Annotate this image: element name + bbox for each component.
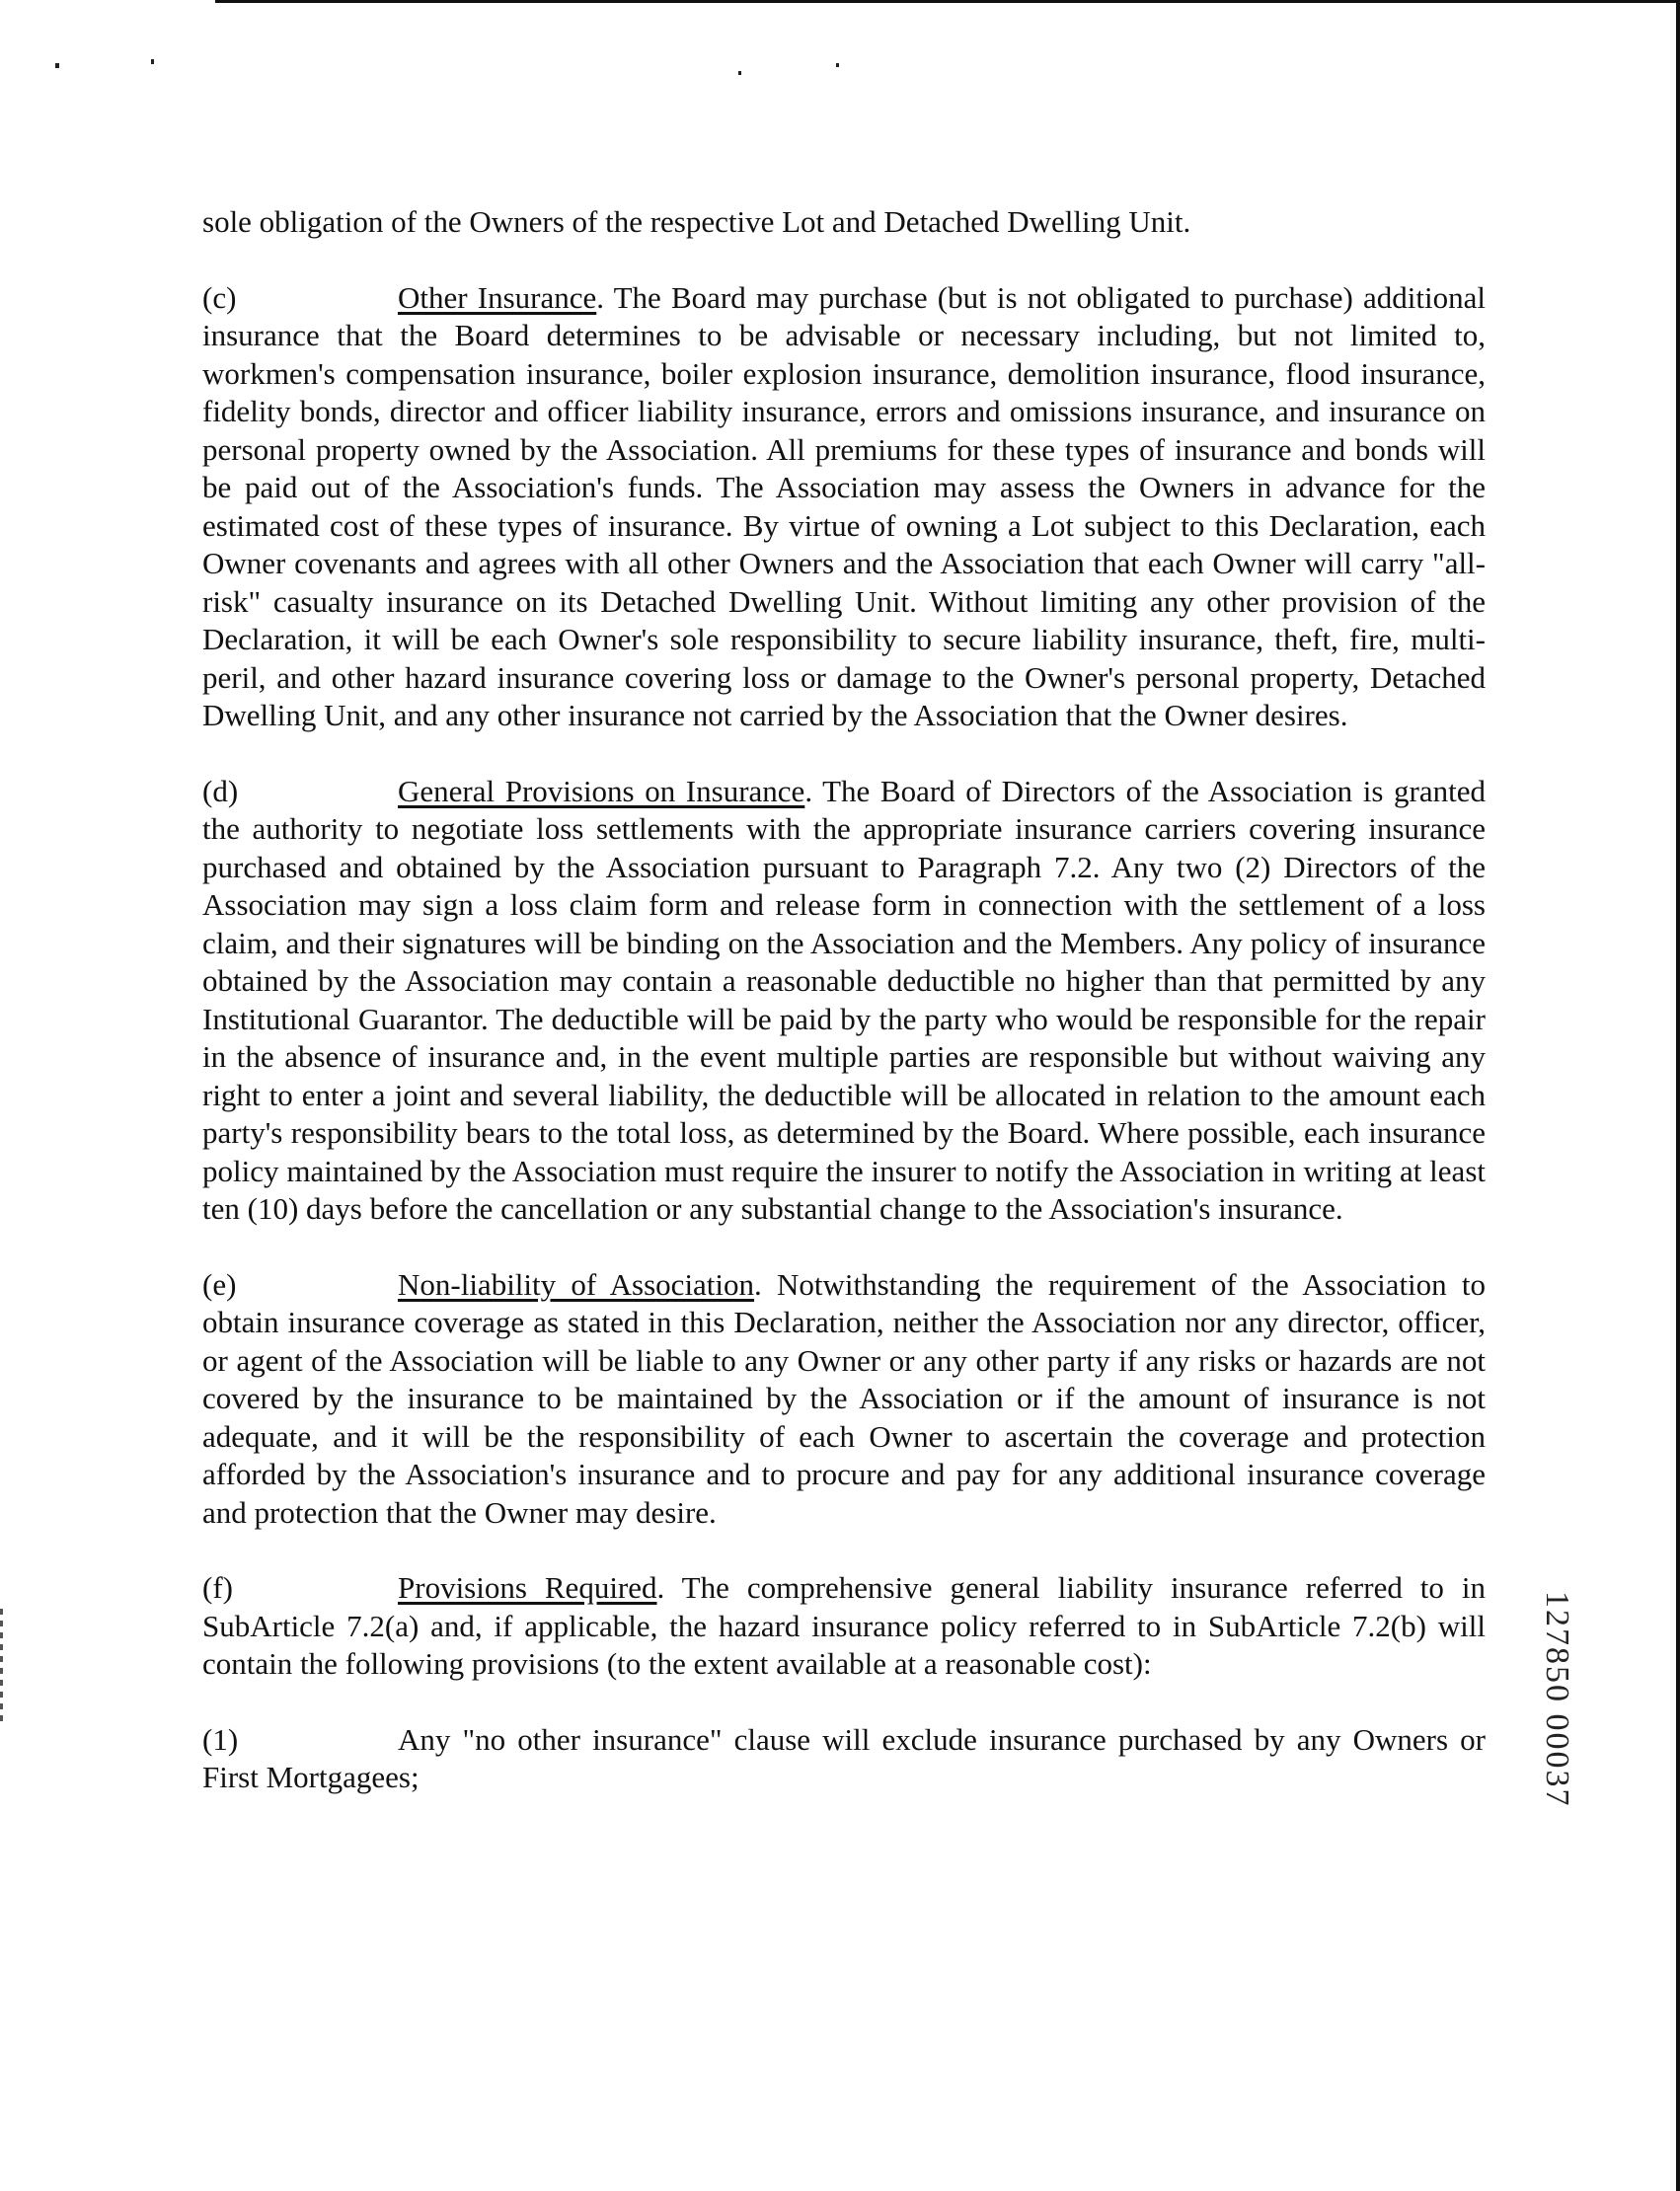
scan-speck	[55, 63, 59, 68]
scan-speck	[738, 71, 741, 75]
section-f	[202, 1569, 1486, 1684]
section-body: . Notwithstanding the requirement of the Association to obtain insurance coverage as stated in this Declaration, neither the Association nor any director, officer, or agent of the Association will be liable to any Owner or any other party if any risks or hazards are not covered by the insurance to be maintained by the Association or if the amount of insurance is not adequate, and it will be the responsibility of each Owner to ascertain the coverage and protection afforded by the Association's insurance and to procure and pay for any additional insurance coverage and protection that the Owner may desire.	[202, 1266, 1486, 1530]
section-body: Any "no other insurance" clause will exclude insurance purchased by any Owners or First Mortgagees;	[202, 1721, 1486, 1794]
section-e	[202, 1266, 1486, 1533]
section-1	[202, 1721, 1486, 1797]
section-marker: (1)	[202, 1721, 239, 1757]
section-heading: Non-liability of Association	[398, 1266, 755, 1302]
section-marker: (c)	[202, 279, 237, 315]
section-body: . The Board may purchase (but is not obligated to purchase) additional insurance that the Board determines to be advisable or necessary including, but not limited to, workmen's compensation insurance, boiler explosion insurance, demolition insurance, flood insurance, fidelity bonds, director and officer liability insurance, errors and omissions insurance, and insurance on personal property owned by the Association. All premiums for these types of insurance and bonds will be paid out of the Association's funds. The Association may assess the Owners in advance for the estimated cost of these types of insurance. By virtue of owning a Lot subject to this Declaration, each Owner covenants and agrees with all other Owners and the Association that each Owner will carry "all-risk" casualty insurance on its Detached Dwelling Unit. Without limiting any other provision of the Declaration, it will be each Owner's sole responsibility to secure liability insurance, theft, fire, multi-peril, and other hazard insurance covering loss or damage to the Owner's personal property, Detached Dwelling Unit, and any other insurance not carried by the Association that the Owner desires.	[202, 279, 1486, 732]
scan-top-edge	[215, 0, 1680, 3]
margin-stamp-text: 127850 00037	[1539, 1591, 1575, 1808]
scan-left-edge	[0, 1609, 3, 1727]
scan-speck	[836, 63, 839, 67]
section-c	[202, 279, 1486, 735]
section-heading: General Provisions on Insurance	[398, 773, 805, 808]
section-marker: (d)	[202, 773, 239, 808]
margin-stamp	[1539, 1591, 1629, 1867]
section-heading: Provisions Required	[398, 1570, 657, 1605]
section-heading: Other Insurance	[398, 279, 597, 315]
section-body: . The Board of Directors of the Association is granted the authority to negotiate loss settlements with the appropriate insurance carriers covering insurance purchased and obtained by the Association pursuant to Paragraph 7.2. Any two (2) Directors of the Association may sign a loss claim form and release form in connection with the settlement of a loss claim, and their signatures will be binding on the Association and the Members. Any policy of insurance obtained by the Association may contain a reasonable deductible no higher than that permitted by any Institutional Guarantor. The deductible will be paid by the party who would be responsible for the repair in the absence of insurance and, in the event multiple parties are responsible but without waiving any right to enter a joint and several liability, the deductible will be allocated in relation to the amount each party's responsibility bears to the total loss, as determined by the Board. Where possible, each insurance policy maintained by the Association must require the insurer to notify the Association in writing at least ten (10) days before the cancellation or any substantial change to the Association's insurance.	[202, 773, 1486, 1226]
scan-right-edge	[1676, 0, 1680, 2191]
section-marker: (e)	[202, 1266, 237, 1302]
section-d	[202, 773, 1486, 1229]
document-body	[202, 203, 1486, 1835]
section-marker: (f)	[202, 1570, 233, 1605]
section-body: . The comprehensive general liability insurance referred to in SubArticle 7.2(a) and, if applicable, the hazard insurance policy referred to in SubArticle 7.2(b) will contain the following provisions (to the extent available at a reasonable cost):	[202, 1570, 1486, 1681]
scan-speck	[151, 59, 154, 64]
line-fragment: sole obligation of the Owners of the respective Lot and Detached Dwelling Unit.	[202, 204, 1191, 239]
